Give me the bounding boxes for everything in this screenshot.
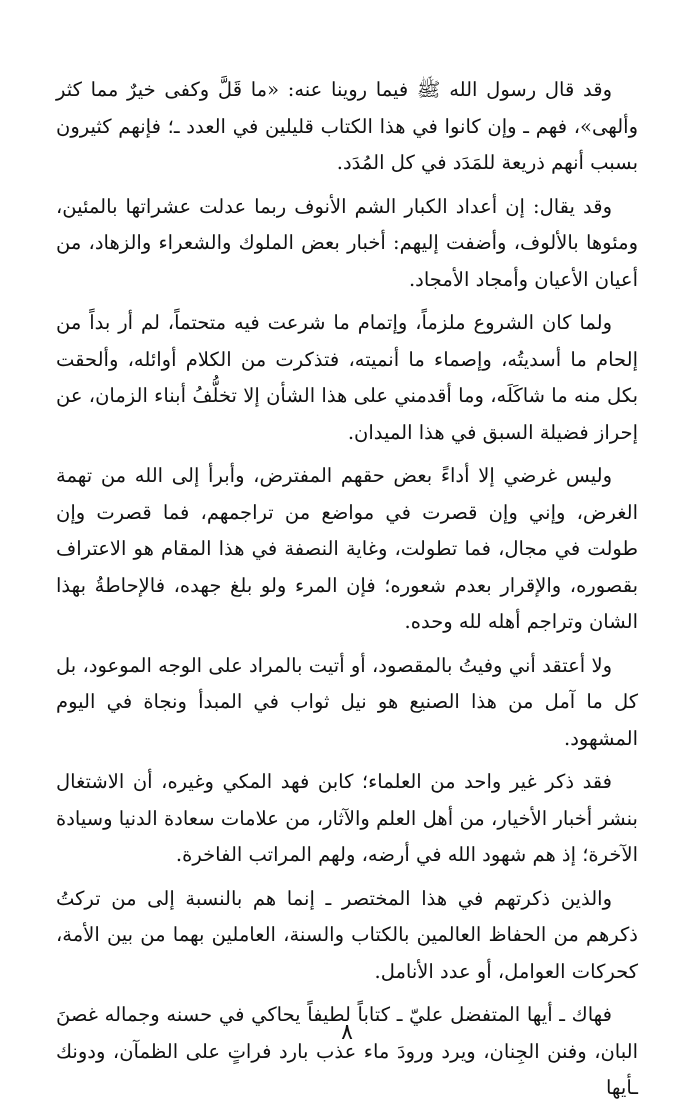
paragraph-1: وقد قال رسول الله ﷺ فيما روينا عنه: «ما قَلَّ وكفى خيرٌ مما كثر وألهى»، فهم ـ وإن كانوا في هذا الكتاب قليلين في العدد ـ؛ فإنهم كثيرون بسبب أنهم ذريعة للمَدَد في كل المُدَد. <box>56 78 638 174</box>
paragraph-6: فقد ذكر غير واحد من العلماء؛ كابن فهد المكي وغيره، أن الاشتغال بنشر أخبار الأخيار، من أهل العلم والآثار، من علامات سعادة الدنيا وسيادة الآخرة؛ إذ هم شهود الله في أرضه، ولهم المراتب الفاخرة. <box>56 770 638 866</box>
paragraph-7: والذين ذكرتهم في هذا المختصر ـ إنما هم بالنسبة إلى من تركتُ ذكرهم من الحفاظ العالمين بالكتاب والسنة، العاملين بهما من بين الأمة، كحركات العوامل، أو عدد الأنامل. <box>56 886 638 983</box>
paragraph-5: ولا أعتقد أني وفيتُ بالمقصود، أو أتيت بالمراد على الوجه الموعود، بل كل ما آمل من هذا الصنيع هو نيل ثواب في المبدأ ونجاة في اليوم المشهود. <box>56 653 638 750</box>
page-number: ٨ <box>341 1020 353 1045</box>
paragraph-8: فهاك ـ أيها المتفضل عليّ ـ كتاباً لطيفاً يحاكي في حسنه وجماله غصنَ البان، وفنن الجِنان، ويرد ورودَ ماء عذب بارد فراتٍ على الظمآن، ودونك ـأيها <box>56 1003 638 1099</box>
paragraph-2: وقد يقال: إن أعداد الكبار الشم الأنوف ربما عدلت عشراتها بالمئين، ومئوها بالألوف، وأضفت إليهم: أخبار بعض الملوك والشعراء والزهاد، من أعيان الأعيان وأمجاد الأمجاد. <box>56 194 638 291</box>
paragraph-4: وليس غرضي إلا أداءً بعض حقهم المفترض، وأبرأ إلى الله من تهمة الغرض، وإني وإن قصرت في مواضع من تراجمهم، فما قصرت وإن طولت في مجال، فما تطولت، وغاية النصفة في هذا المقام هو الاعتراف بقصوره، والإقرار بعدم شعوره؛ فإن المرء ولو بلغ جهده، فالإحاطةُ بهذا الشان وتراجم أهله لله وحده. <box>56 464 638 633</box>
paragraph-3: ولما كان الشروع ملزماً، وإتمام ما شرعت فيه متحتماً، لم أر بداً من إلحام ما أسديتُه، وإصماء ما أنميته، فتذكرت من الكلام أوائله، وألحقت بكل منه ما شاكَلَه، وما أقدمني على هذا الشأن إلا تخلُّفُ أبناء الزمان، عن إحراز فضيلة السبق في هذا الميدان. <box>56 311 638 444</box>
